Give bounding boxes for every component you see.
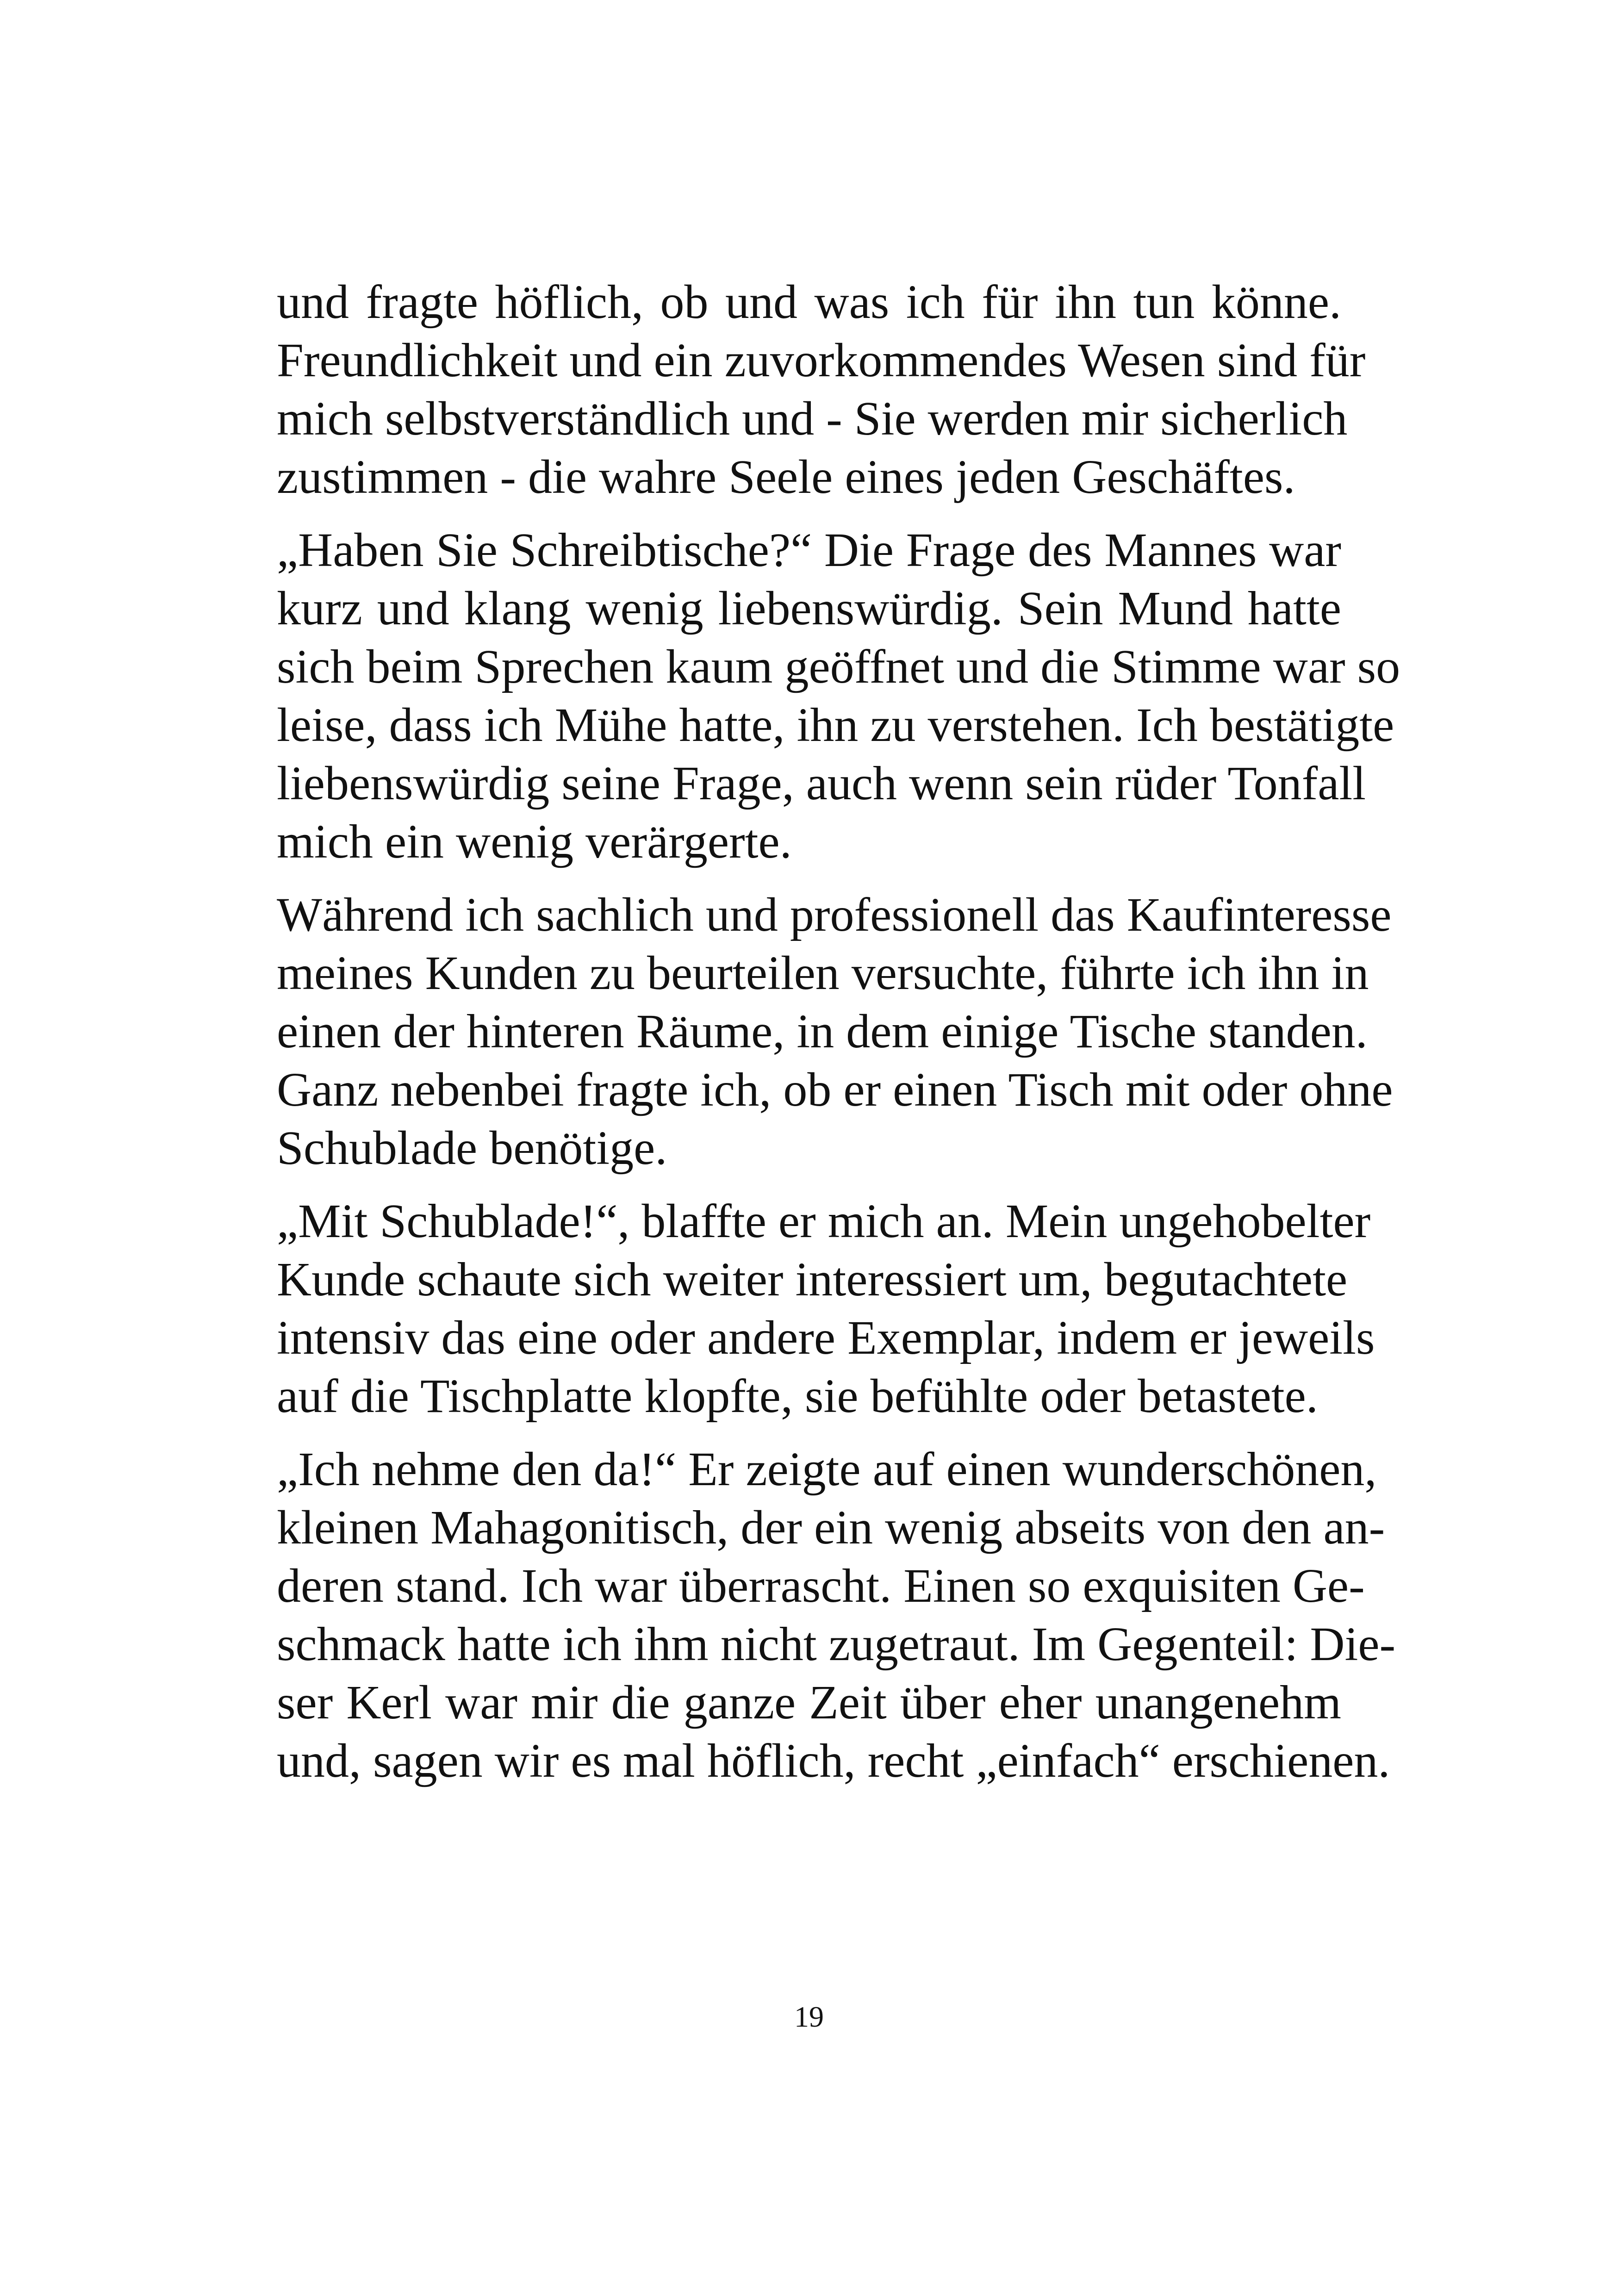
- text-line: einen der hinteren Räume, in dem einige Tische standen.: [277, 1005, 1368, 1058]
- text-line: Während ich sachlich und professionell das Kaufinteresse: [277, 888, 1392, 941]
- paragraph-4: [277, 1192, 1375, 1425]
- body-text: [277, 273, 1400, 1805]
- text-line: kurz und klang wenig liebenswürdig. Sein Mund hatte: [277, 582, 1341, 635]
- text-line: Freundlichkeit und ein zuvorkommendes Wesen sind für: [277, 334, 1366, 387]
- text-line: auf die Tischplatte klopfte, sie befühlte oder betastete.: [277, 1369, 1318, 1423]
- page-number: 19: [794, 2000, 824, 2033]
- text-line: mich selbstverständlich und - Sie werden mir sicherlich: [277, 392, 1348, 445]
- text-line: und fragte höflich, ob und was ich für ihn tun könne.: [277, 275, 1341, 329]
- paragraph-1: [277, 273, 1366, 506]
- paragraph-5: [277, 1440, 1396, 1790]
- text-line: schmack hatte ich ihm nicht zugetraut. Im Gegenteil: Die-: [277, 1618, 1396, 1671]
- text-line: kleinen Mahagonitisch, der ein wenig abseits von den an-: [277, 1501, 1385, 1554]
- text-line: sich beim Sprechen kaum geöffnet und die Stimme war so: [277, 640, 1400, 693]
- text-line: Schublade benötige.: [277, 1121, 667, 1175]
- paragraph-3: [277, 886, 1393, 1177]
- text-line: zustimmen - die wahre Seele eines jeden Geschäftes.: [277, 450, 1295, 504]
- paragraph-2: [277, 521, 1400, 871]
- text-line: Ganz nebenbei fragte ich, ob er einen Tisch mit oder ohne: [277, 1063, 1393, 1116]
- text-line: meines Kunden zu beurteilen versuchte, führte ich ihn in: [277, 946, 1369, 1000]
- text-line: leise, dass ich Mühe hatte, ihn zu verstehen. Ich bestätigte: [277, 698, 1394, 752]
- text-line: ser Kerl war mir die ganze Zeit über eher unangenehm: [277, 1676, 1341, 1729]
- text-line: und, sagen wir es mal höflich, recht „einfach“ erschienen.: [277, 1734, 1390, 1787]
- text-line: deren stand. Ich war überrascht. Einen so exquisiten Ge-: [277, 1559, 1365, 1612]
- text-line: Kunde schaute sich weiter interessiert um, begutachtete: [277, 1253, 1348, 1306]
- text-line: „Haben Sie Schreibtische?“ Die Frage des Mannes war: [277, 523, 1341, 577]
- text-line: mich ein wenig verärgerte.: [277, 815, 792, 868]
- text-line: „Mit Schublade!“, blaffte er mich an. Mein ungehobelter: [277, 1195, 1371, 1248]
- text-line: intensiv das eine oder andere Exemplar, indem er jeweils: [277, 1311, 1375, 1364]
- text-line: liebenswürdig seine Frage, auch wenn sein rüder Tonfall: [277, 757, 1366, 810]
- text-line: „Ich nehme den da!“ Er zeigte auf einen wunderschönen,: [277, 1443, 1377, 1496]
